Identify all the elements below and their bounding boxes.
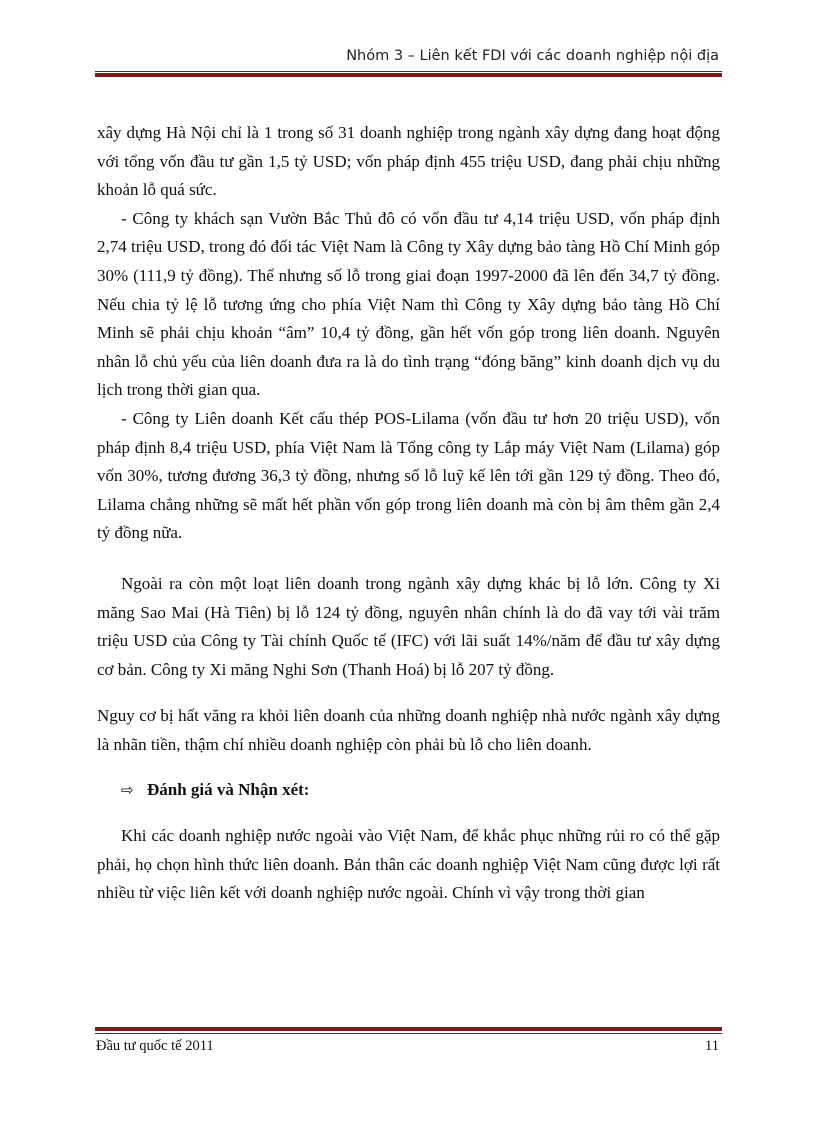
- arrow-right-icon: ⇨: [121, 781, 134, 800]
- footer-text: Đầu tư quốc tế 2011: [96, 1038, 214, 1054]
- footer-rule-thin: [95, 1033, 722, 1034]
- footer-rule-thick: [95, 1027, 722, 1031]
- paragraph-risk: Nguy cơ bị hất văng ra khỏi liên doanh của những doanh nghiệp nhà nước ngành xây dựng là nhãn tiền, thậm chí nhiều doanh nghiệp còn phải bù lỗ cho liên doanh.: [97, 706, 720, 754]
- paragraph-vuon-bac: - Công ty khách sạn Vườn Bắc Thủ đô có vốn đầu tư 4,14 triệu USD, vốn pháp định 2,74 triệu USD, trong đó đối tác Việt Nam là Công ty Xây dựng bảo tàng Hồ Chí Minh góp 30% (111,9 tỷ đồng). Thế nhưng số lỗ trong giai đoạn 1997-2000 đã lên đến 34,7 tỷ đồng. Nếu chia tỷ lệ lỗ tương ứng cho phía Việt Nam thì Công ty Xây dựng bảo tàng Hồ Chí Minh sẽ phải chịu khoản “âm” 10,4 tỷ đồng, gần hết vốn góp trong liên doanh. Nguyên nhân lỗ chủ yếu của liên doanh đưa ra là do tình trạng “đóng băng” kinh doanh dịch vụ du lịch trong thời gian qua.: [97, 208, 720, 400]
- paragraph-pos-lilama: - Công ty Liên doanh Kết cấu thép POS-Lilama (vốn đầu tư hơn 20 triệu USD), vốn pháp định 8,4 triệu USD, phía Việt Nam là Tổng công ty Lắp máy Việt Nam (Lilama) góp vốn 30%, tương đương 36,3 tỷ đồng, nhưng số lỗ luỹ kế lên tới gần 129 tỷ đồng. Theo đó, Lilama chẳng những sẽ mất hết phần vốn góp trong liên doanh mà còn bị âm thêm gần 2,4 tỷ đồng nữa.: [97, 408, 720, 543]
- paragraph-cement: Ngoài ra còn một loạt liên doanh trong ngành xây dựng khác bị lỗ lớn. Công ty Xi măng Sao Mai (Hà Tiên) bị lỗ 124 tỷ đồng, nguyên nhân chính là do đã vay tới vài trăm triệu USD của Công ty Tài chính Quốc tế (IFC) với lãi suất 14%/năm để đầu tư xây dựng cơ bản. Công ty Xi măng Nghi Sơn (Thanh Hoá) bị lỗ 207 tỷ đồng.: [97, 573, 720, 679]
- paragraph-continued: xây dựng Hà Nội chỉ là 1 trong số 31 doanh nghiệp trong ngành xây dựng đang hoạt động với tổng vốn đầu tư gần 1,5 tỷ USD; vốn pháp định 455 triệu USD, đang phải chịu những khoản lỗ quá sức.: [97, 123, 720, 200]
- header-title: Nhóm 3 – Liên kết FDI với các doanh nghiệp nội địa: [346, 48, 719, 64]
- paragraph-evaluation: Khi các doanh nghiệp nước ngoài vào Việt Nam, để khắc phục những rủi ro có thể gặp phải, họ chọn hình thức liên doanh. Bản thân các doanh nghiệp Việt Nam cũng được lợi rất nhiều từ việc liên kết với doanh nghiệp nước ngoài. Chính vì vậy trong thời gian: [97, 826, 720, 903]
- section-heading-text: Đánh giá và Nhận xét:: [147, 780, 310, 800]
- section-heading: [97, 776, 720, 805]
- page-number: 11: [705, 1038, 719, 1054]
- page-body: [97, 119, 720, 908]
- header-rule-thin: [95, 71, 722, 72]
- header-rule-thick: [95, 73, 722, 77]
